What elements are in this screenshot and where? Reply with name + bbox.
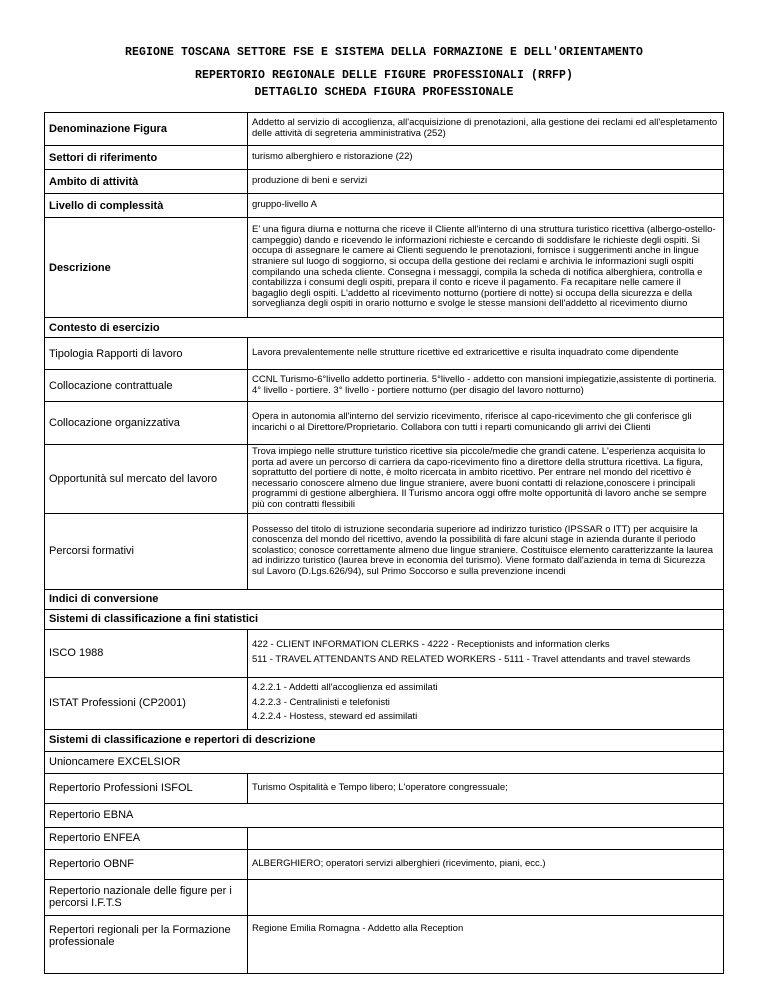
row-ambito [45, 170, 724, 194]
istat-value: 4.2.2.4 - Hostess, steward ed assimilati [252, 711, 418, 723]
enfea-value [248, 827, 724, 849]
repertori-title: Sistemi di classificazione e repertori di descrizione [45, 729, 724, 751]
section-indici [45, 589, 724, 609]
obnf-value: ALBERGHIERO; operatori servizi alberghieri (ricevimento, piani, ecc.) [248, 849, 724, 879]
row-descrizione [45, 218, 724, 318]
isfol-value: Turismo Ospitalità e Tempo libero; L'operatore congressuale; [248, 773, 724, 803]
contrattuale-label: Collocazione contrattuale [45, 370, 248, 402]
isco-label: ISCO 1988 [45, 629, 248, 677]
row-excelsior [45, 751, 724, 773]
isco-value: 422 - CLIENT INFORMATION CLERKS - 4222 - Receptionists and information clerks [252, 639, 610, 651]
denominazione-value: Addetto al servizio di accoglienza, all'acquisizione di prenotazioni, alla gestione dei reclami ed all'espletamento delle attività di segreteria amministrativa (252) [248, 113, 724, 146]
header-line-2: REPERTORIO REGIONALE DELLE FIGURE PROFESSIONALI (RRFP) [194, 69, 574, 82]
isco-value: 511 - TRAVEL ATTENDANTS AND RELATED WORKERS - 5111 - Travel attendants and travel stewards [252, 654, 691, 666]
denominazione-label: Denominazione Figura [45, 113, 248, 146]
header-line-3: DETTAGLIO SCHEDA FIGURA PROFESSIONALE [254, 86, 514, 99]
ifts-label: Repertorio nazionale delle figure per i percorsi I.F.T.S [45, 879, 248, 915]
row-istat [45, 677, 724, 729]
scheda-table [44, 112, 724, 974]
tipologia-value: Lavora prevalentemente nelle strutture ricettive ed extraricettive e risulta inquadrato come dipendente [248, 338, 724, 370]
statistici-title: Sistemi di classificazione a fini statistici [45, 609, 724, 629]
settori-label: Settori di riferimento [45, 146, 248, 170]
descrizione-value: E' una figura diurna e notturna che riceve il Cliente all'interno di una struttura turistico ricettiva (albergo-ostello-campeggio) dando e ricevendo le informazioni richieste e cercando di soddisfare le richieste degli ospiti. Si occupa di assegnare le camere ai Clienti seguendo le prenotazioni, fornisce i suggerimenti anche in lingue straniere sul luogo di soggiorno, si occupa della gestione dei reclami e archivia le informazioni sugli ospiti compilando una scheda cliente. Consegna i messaggi, compila la scheda di notifica alberghiera, controlla e contabilizza i consumi degli ospiti, prepara il conto e riceve il pagamento. Fa recapitare nelle camere il bagaglio degli ospiti. L'addetto al ricevimento notturno (portiere di notte) si occupa della sicurezza e della sorveglianza degli ospiti in orario notturno e svolge le stesse mansioni dell'addetto al ricevimento diurno [248, 218, 724, 318]
row-contrattuale [45, 370, 724, 402]
istat-label: ISTAT Professioni (CP2001) [45, 677, 248, 729]
organizzativa-label: Collocazione organizzativa [45, 402, 248, 445]
settori-value: turismo alberghiero e ristorazione (22) [248, 146, 724, 170]
section-contesto [45, 318, 724, 338]
percorsi-value: Possesso del titolo di istruzione secondaria superiore ad indirizzo turistico (IPSSAR o ITT) per acquisire la conoscenza del mondo del ricettivo, avendo la possibilità di fare alcuni stage in azienda durante il periodo scolastico; conosce correttamente almeno due lingue straniere. Costituisce elemento caratterizzante la laurea ad indirizzo turistico (laurea breve in economia del turismo). Viene formato dall'azienda in tema di Sicurezza sul Lavoro (D.Lgs.626/94), sul Primo Soccorso e sulla prevenzione incendi [248, 513, 724, 589]
obnf-label: Repertorio OBNF [45, 849, 248, 879]
tipologia-label: Tipologia Rapporti di lavoro [45, 338, 248, 370]
row-enfea [45, 827, 724, 849]
row-settori [45, 146, 724, 170]
row-percorsi [45, 513, 724, 589]
organizzativa-value: Opera in autonomia all'interno del servizio ricevimento, riferisce al capo-ricevimento che gli conferisce gli incarichi o al Direttore/Proprietario. Collabora con tutti i reparti comunicando gli arrivi dei Clienti [248, 402, 724, 445]
istat-values [248, 677, 724, 729]
opportunita-value: Trova impiego nelle strutture turistico ricettive sia piccole/medie che grandi catene. L'esperienza acquisita lo porta ad avere un percorso di carriera da capo-ricevimento fino a direttore della struttura ricettiva. La figura, soprattutto del portiere di notte, è molto ricercata in ambito ricettivo. Per entrare nel mondo del ricettivo è necessario conoscere almeno due lingue straniere, avere buoni contatti di relazione,conoscere i principali programmi di gestione alberghiera. Il Turismo ancora oggi offre molte opportunità di lavoro anche se sempre più con contratti flessibili [248, 445, 724, 514]
row-denominazione [45, 113, 724, 146]
ambito-label: Ambito di attività [45, 170, 248, 194]
istat-value: 4.2.2.1 - Addetti all'accoglienza ed assimilati [252, 682, 438, 694]
row-isco [45, 629, 724, 677]
istat-value: 4.2.2.3 - Centralinisti e telefonisti [252, 696, 390, 708]
opportunita-label: Opportunità sul mercato del lavoro [45, 445, 248, 514]
row-tipologia [45, 338, 724, 370]
enfea-label: Repertorio ENFEA [45, 827, 248, 849]
ambito-value: produzione di beni e servizi [248, 170, 724, 194]
row-isfol [45, 773, 724, 803]
contesto-title: Contesto di esercizio [45, 318, 724, 338]
row-livello [45, 194, 724, 218]
percorsi-label: Percorsi formativi [45, 513, 248, 589]
descrizione-label: Descrizione [45, 218, 248, 318]
isco-values [248, 629, 724, 677]
isfol-label: Repertorio Professioni ISFOL [45, 773, 248, 803]
row-opportunita [45, 445, 724, 514]
row-ebna [45, 803, 724, 827]
row-obnf [45, 849, 724, 879]
livello-value: gruppo-livello A [248, 194, 724, 218]
excelsior-label: Unioncamere EXCELSIOR [45, 751, 724, 773]
header-line-1: REGIONE TOSCANA SETTORE FSE E SISTEMA DELLA FORMAZIONE E DELL'ORIENTAMENTO [124, 46, 644, 59]
ifts-value [248, 879, 724, 915]
livello-label: Livello di complessità [45, 194, 248, 218]
row-regionali [45, 915, 724, 973]
ebna-label: Repertorio EBNA [45, 803, 724, 827]
section-repertori [45, 729, 724, 751]
regionali-label: Repertori regionali per la Formazione professionale [45, 915, 248, 973]
regionali-value: Regione Emilia Romagna - Addetto alla Reception [248, 915, 724, 973]
indici-title: Indici di conversione [45, 589, 724, 609]
section-statistici [45, 609, 724, 629]
contrattuale-value: CCNL Turismo-6°livello addetto portineria. 5°livello - addetto con mansioni impiegatizie,assistente di portineria. 4° livello - portiere. 3° livello - portiere notturno (per disagio del lavoro notturno) [248, 370, 724, 402]
row-ifts [45, 879, 724, 915]
row-organizzativa [45, 402, 724, 445]
